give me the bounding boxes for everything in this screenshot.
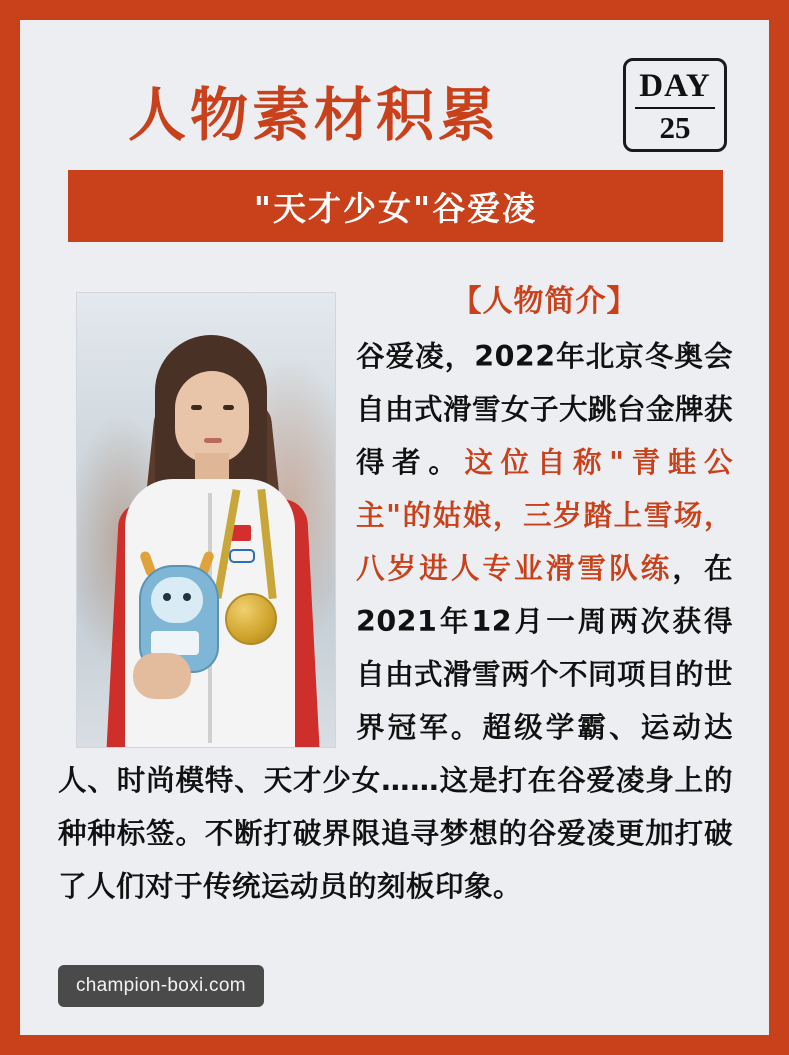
mascot-eye-left [163,593,171,601]
portrait-photo [76,292,336,748]
poster-header [20,20,769,160]
mascot-badge [151,631,199,655]
day-badge [623,58,727,152]
mouth [204,438,222,443]
intro-text-part2: ，在2021年12月一周两次获得自由式滑雪两个不同项目的世界冠军。超级学霸、运动达人、时尚模特、天才少女……这是打在谷爱凌身上的种种标签。不断打破界限追寻梦想的谷爱凌更加打破了人们对于传统运动员的刻板印象。 [58,552,734,903]
gold-medal [225,593,277,645]
intro-text-highlight: 这位自称"青蛙公主"的姑娘，三岁踏上雪场，八岁进人专业滑雪队练 [356,446,733,585]
intro-text-part1: 谷爱凌，2022年北京冬奥会自由式滑雪女子大跳台金牌获得者。 [356,340,734,479]
mascot-eye-right [183,593,191,601]
olympic-rings-icon [229,549,255,563]
eye-right [223,405,234,410]
hand [133,653,191,699]
subtitle-text: "天才少女"谷爱凌 [253,188,538,228]
poster-page [20,20,769,1035]
eye-left [191,405,202,410]
intro-heading: 【人物简介】 [451,284,638,319]
day-badge-word: DAY [639,68,711,104]
mascot-face [151,577,203,623]
subtitle-banner [68,170,723,242]
poster-content [58,270,733,913]
face [175,371,249,463]
page-title: 人物素材积累 [128,81,501,149]
day-badge-number: 25 [659,110,691,145]
watermark: champion-boxi.com [58,965,264,1007]
